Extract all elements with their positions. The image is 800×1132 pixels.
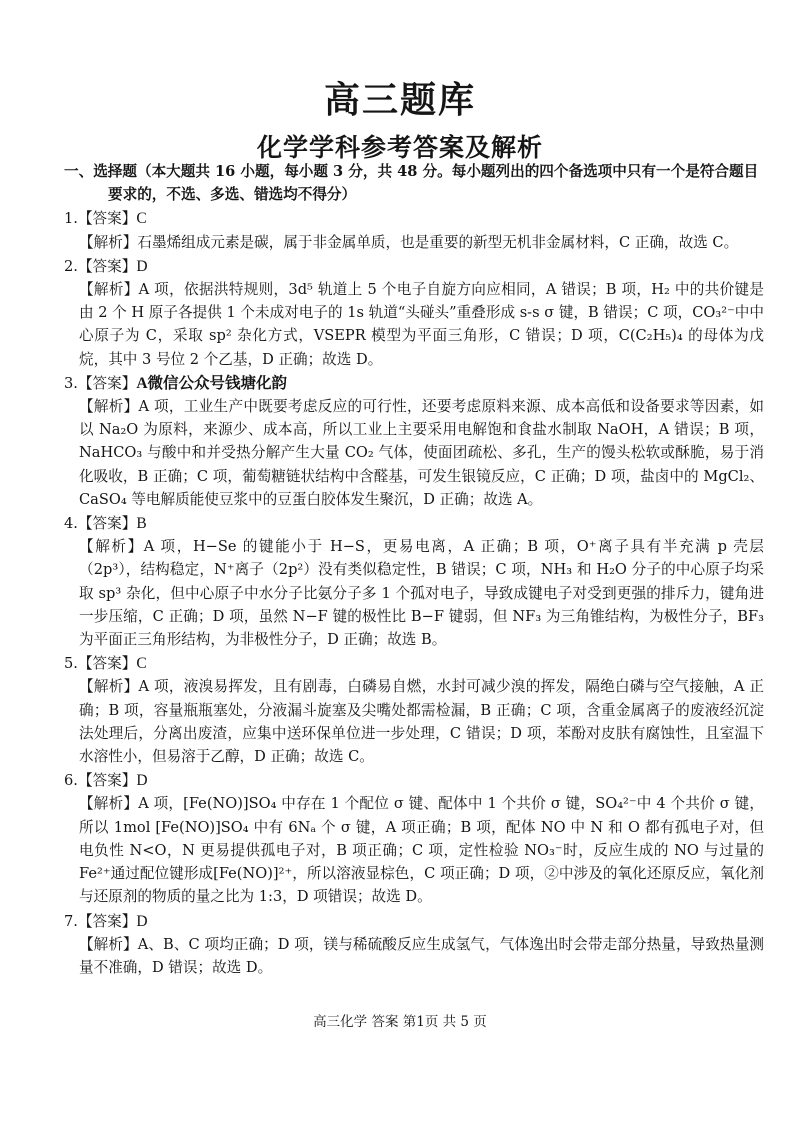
explanation-text: A 项，H−Se 的键能小于 H−S，更易电离，A 正确；B 项，O⁺离子具有半充满 p 壳层（2p³），结构稳定，N⁺离子（2p²）没有类似稳定性，B 错误；C 项，NH₃ 和 H₂O 分子的中心原子均采取 sp³ 杂化，但中心原子中水分子比氨分子多 1 个孤对电子，导致成键电子对受到更强的排斥力，键角进一步压缩，C 正确；D 项，虽然 N−F 键的极性比 B−F 键弱，但 NF₃ 为三角锥结构，为极性分子，BF₃ 为平面正三角形结构，为非极性分子，D 正确；故选 B。 (79, 538, 764, 649)
answer-value: B (136, 515, 147, 533)
answer-value: C (136, 655, 147, 673)
question-2 (64, 255, 764, 371)
answer-label: 【答案】 (77, 374, 137, 392)
explanation (64, 933, 764, 979)
question-6 (64, 769, 764, 908)
explanation-label: 【解析】 (79, 935, 138, 953)
question-5 (64, 652, 764, 768)
explanation-label: 【解析】 (79, 795, 139, 813)
answer-label: 【答案】 (77, 655, 137, 673)
explanation (64, 792, 764, 908)
answer-line (64, 769, 764, 792)
answer-line (64, 372, 764, 395)
explanation-text: A 项，[Fe(NO)]SO₄ 中存在 1 个配位 σ 键、配体中 1 个共价 σ 键，SO₄²⁻中 4 个共价 σ 键，所以 1mol [Fe(NO)]SO₄ 中有 6Nₐ 个 σ 键，A 项正确；B 项，配体 NO 中 N 和 O 都有孤电子对，但电负性 N<O，N 更易提供孤电子对，B 项正确；C 项，定性检验 NO₃⁻时，反应生成的 NO 与过量的 Fe²⁺通过配位键形成[Fe(NO)]²⁺，所以溶液显棕色，C 项正确；D 项，②中涉及的氧化还原反应，氧化剂与还原剂的物质的量之比为 1:3，D 项错误；故选 D。 (79, 795, 764, 906)
question-number: 1. (64, 210, 78, 228)
question-4 (64, 512, 764, 651)
answer-label: 【答案】 (77, 257, 137, 275)
answer-line (64, 255, 764, 278)
explanation (64, 675, 764, 768)
question-number: 4. (64, 515, 78, 533)
answer-value: D (136, 772, 148, 790)
explanation-text: A、B、C 项均正确；D 项，镁与稀硫酸反应生成氢气，气体逸出时会带走部分热量，导致热量测量不准确，D 错误；故选 D。 (79, 935, 764, 976)
answer-line (64, 207, 764, 230)
explanation (64, 395, 764, 511)
question-number: 2. (64, 257, 78, 275)
question-number: 7. (64, 912, 78, 930)
question-1 (64, 207, 764, 253)
explanation-text: 石墨烯组成元素是碳，属于非金属单质，也是重要的新型无机非金属材料，C 正确，故选 C。 (137, 233, 739, 251)
answer-value: D (136, 257, 148, 275)
answers-content (64, 160, 764, 979)
section-heading: 一、选择题（本大题共 16 小题，每小题 3 分，共 48 分。每小题列出的四个备选项中只有一个是符合题目要求的，不选、多选、错选均不得分） (64, 163, 759, 204)
answer-value: D (136, 912, 148, 930)
explanation-label: 【解析】 (79, 233, 138, 251)
answer-line (64, 512, 764, 535)
explanation-label: 【解析】 (79, 538, 144, 556)
page-subtitle: 化学学科参考答案及解析 (256, 133, 543, 162)
page-footer: 高三化学 答案 第1页 共 5 页 (313, 1014, 487, 1030)
question-number: 6. (64, 772, 78, 790)
explanation-text: A 项，液溴易挥发，且有剧毒，白磷易自燃，水封可减少溴的挥发，隔绝白磷与空气接触，A 正确；B 项，容量瓶瓶塞处，分液漏斗旋塞及尖嘴处都需检漏，B 正确；C 项，含重金属离子的废液经沉淀法处理后，分离出废渣，应集中送环保单位进一步处理，C 错误；D 项，苯酚对皮肤有腐蚀性，且室温下水溶性小，但易溶于乙醇，D 正确；故选 C。 (79, 678, 764, 766)
question-number: 5. (64, 655, 78, 673)
explanation-text: A 项，工业生产中既要考虑反应的可行性，还要考虑原料来源、成本高低和设备要求等因素，如以 Na₂O 为原料，来源少、成本高，所以工业上主要采用电解饱和食盐水制取 NaOH，A 错误；B 项，NaHCO₃ 与酸中和并受热分解产生大量 CO₂ 气体，使面团疏松、多孔，生产的馒头松软或酥脆，易于消化吸收，B 正确；C 项，葡萄糖链状结构中含醛基，可发生银镜反应，C 正确；D 项，盐卤中的 MgCl₂、CaSO₄ 等电解质能使豆浆中的豆蛋白胶体发生聚沉，D 正确；故选 A。 (79, 398, 764, 508)
explanation (64, 231, 764, 254)
explanation (64, 278, 764, 371)
explanation (64, 535, 764, 651)
answer-line (64, 910, 764, 933)
question-3 (64, 372, 764, 511)
answer-value: C (136, 210, 147, 228)
explanation-label: 【解析】 (79, 281, 139, 299)
answer-label: 【答案】 (77, 772, 137, 790)
page-title: 高三题库 (323, 79, 476, 121)
answer-value: A微信公众号钱塘化韵 (136, 374, 288, 392)
question-number: 3. (64, 374, 78, 392)
answer-label: 【答案】 (77, 515, 137, 533)
answer-label: 【答案】 (77, 210, 137, 228)
question-7 (64, 910, 764, 980)
answer-label: 【答案】 (77, 912, 137, 930)
explanation-text: A 项，依据洪特规则，3d⁵ 轨道上 5 个电子自旋方向应相同，A 错误；B 项，H₂ 中的共价键是由 2 个 H 原子各提供 1 个未成对电子的 1s 轨道“头碰头”重叠形成 s-s σ 键，B 错误；C 项，CO₃²⁻中中心原子为 C，采取 sp² 杂化方式，VSEPR 模型为平面三角形，C 错误；D 项，C(C₂H₅)₄ 的母体为戊烷，其中 3 号位 2 个乙基，D 正确；故选 D。 (79, 281, 764, 368)
answer-line (64, 652, 764, 675)
explanation-label: 【解析】 (79, 678, 139, 696)
explanation-label: 【解析】 (79, 398, 139, 416)
